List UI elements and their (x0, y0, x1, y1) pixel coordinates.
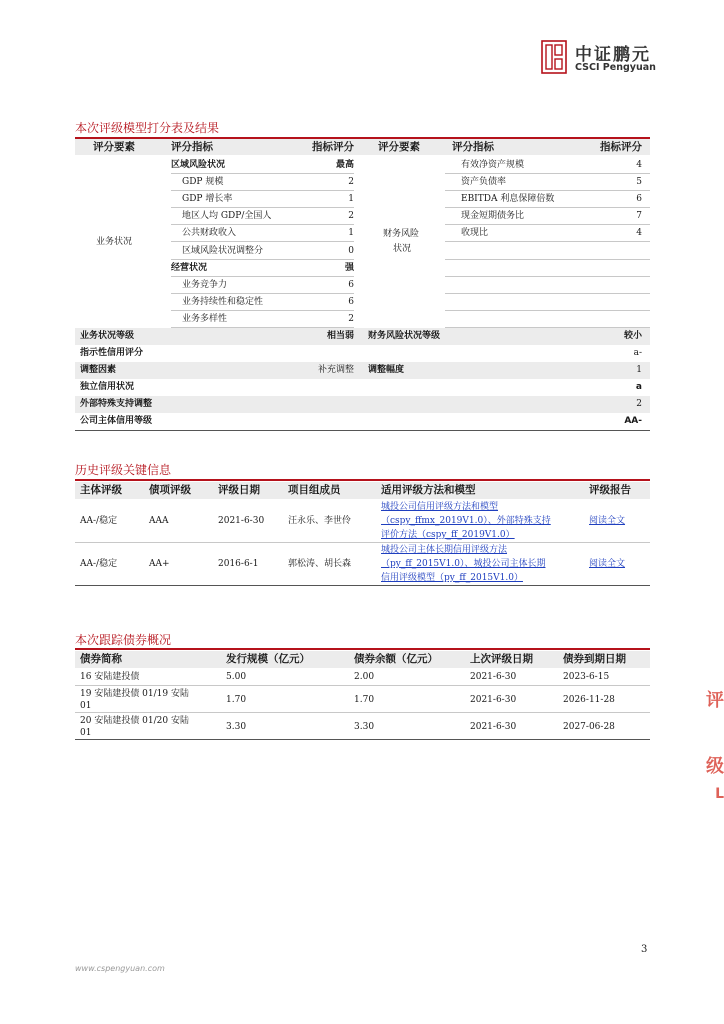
table1-left-score: 强 (344, 262, 354, 273)
table3-top-rule (75, 648, 650, 650)
table1-left-indicator: 经营状况 (171, 262, 208, 273)
history-method-link[interactable]: 城投公司信用评级方法和模型 (381, 502, 499, 512)
row-divider (445, 173, 650, 174)
seal-fragment: 级 (706, 756, 724, 777)
row-divider (171, 190, 354, 191)
table2-header-cell: 主体评级 (80, 484, 122, 496)
row-divider (75, 585, 650, 586)
row-divider (445, 327, 650, 328)
table1-band (75, 328, 650, 345)
table1-left-indicator: 区域风险状况调整分 (182, 245, 264, 256)
summary-label: 业务状况等级 (80, 331, 135, 341)
bond-balance: 3.30 (354, 722, 375, 732)
table1-right-score: 7 (636, 211, 642, 222)
row-divider (75, 739, 650, 740)
history-bond-rating: AA+ (149, 559, 170, 569)
table1-right-indicator: 有效净资产规模 (461, 160, 525, 170)
table2-header-cell: 适用评级方法和模型 (381, 484, 476, 496)
table2-header-cell: 评级报告 (589, 484, 631, 496)
summary-label: 公司主体信用等级 (80, 416, 153, 426)
history-team: 汪永乐、李世伶 (288, 516, 352, 526)
table1-left-score: 1 (348, 194, 354, 205)
table1-bottom-rule (75, 430, 650, 431)
summary-label: 调整幅度 (368, 365, 405, 375)
bond-short-name: 20 安陆建投债 01/20 安陆 (80, 716, 189, 726)
logo-english-name: CSCI Pengyuan (575, 62, 656, 73)
bond-issue-size: 5.00 (226, 672, 247, 682)
table1-right-score: 6 (636, 194, 642, 205)
table3-header-cell: 发行规模（亿元） (226, 653, 310, 665)
table1-band (75, 396, 650, 413)
row-divider (445, 190, 650, 191)
bond-balance: 1.70 (354, 695, 375, 705)
bond-maturity-date: 2023-6-15 (563, 672, 610, 682)
footer-url: www.cspengyuan.com (75, 964, 165, 973)
table3-header-cell: 债券余额（亿元） (354, 653, 438, 665)
row-divider (445, 241, 650, 242)
history-rating-date: 2016-6-1 (218, 559, 259, 569)
summary-value: 2 (636, 399, 642, 409)
bond-short-name: 16 安陆建投债 (80, 672, 140, 682)
row-divider (445, 293, 650, 294)
table1-right-group-label: 财务风险 (383, 229, 420, 239)
history-issuer-rating: AA-/稳定 (80, 559, 118, 569)
table1-right-score: 4 (636, 160, 642, 170)
table1-left-score: 0 (348, 245, 354, 256)
summary-label: 调整因素 (80, 365, 117, 375)
bond-maturity-date: 2026-11-28 (563, 695, 615, 705)
table3-header-cell: 债券简称 (80, 653, 122, 665)
table1-left-group-label: 业务状况 (96, 237, 133, 247)
table1-header-cell: 评分指标 (452, 141, 494, 153)
bond-balance: 2.00 (354, 672, 375, 682)
table1-header-cell: 指标评分 (600, 141, 642, 153)
history-rating-date: 2021-6-30 (218, 516, 265, 526)
company-logo (541, 40, 656, 76)
bond-short-name: 01 (80, 701, 92, 711)
row-divider (445, 224, 650, 225)
row-divider (171, 224, 354, 225)
table1-left-score: 2 (348, 177, 354, 188)
row-divider (445, 207, 650, 208)
history-method-link[interactable]: （py_ff_2015V1.0）、城投公司主体长期 (381, 559, 546, 569)
table1-left-indicator: 公共财政收入 (182, 228, 237, 239)
table1-left-indicator: 业务多样性 (182, 313, 228, 324)
table2-header-cell: 项目组成员 (288, 484, 341, 496)
page-number: 3 (641, 944, 648, 955)
table1-band (75, 362, 650, 379)
table1-right-score: 5 (636, 177, 642, 188)
history-method-link[interactable]: 评价方法（cspy_ff_2019V1.0） (381, 530, 515, 540)
read-full-report-link[interactable]: 阅读全文 (589, 516, 626, 526)
summary-value: 相当弱 (326, 331, 354, 341)
table1-left-indicator: GDP 增长率 (182, 194, 233, 205)
table2-top-rule (75, 479, 650, 481)
rating-history-title: 历史评级关键信息 (75, 463, 172, 477)
row-divider (171, 241, 354, 242)
row-divider (445, 259, 650, 260)
table1-right-indicator: 资产负债率 (461, 177, 507, 188)
history-issuer-rating: AA-/稳定 (80, 516, 118, 526)
row-divider (171, 293, 354, 294)
table1-left-score: 2 (348, 313, 354, 324)
summary-label: 指示性信用评分 (80, 348, 144, 358)
row-divider (171, 207, 354, 208)
table1-right-indicator: EBITDA 利息保障倍数 (461, 194, 555, 205)
row-divider (75, 712, 650, 713)
table3-header-cell: 上次评级日期 (470, 653, 533, 665)
bond-short-name: 19 安陆建投债 01/19 安陆 (80, 689, 189, 699)
bond-last-rating-date: 2021-6-30 (470, 722, 517, 732)
table1-header-band (75, 139, 650, 155)
history-method-link[interactable]: 城投公司主体长期信用评级方法 (381, 545, 508, 555)
read-full-report-link[interactable]: 阅读全文 (589, 559, 626, 569)
summary-value: 补充调整 (317, 365, 354, 375)
row-divider (171, 173, 354, 174)
row-divider (75, 542, 650, 543)
logo-chinese-name: 中证鹏元 (575, 45, 651, 65)
summary-label: 独立信用状况 (80, 382, 135, 392)
summary-label: 财务风险状况等级 (368, 331, 441, 341)
history-team: 郭松涛、胡长森 (288, 559, 352, 569)
table1-header-cell: 评分要素 (93, 141, 135, 153)
table1-left-indicator: 地区人均 GDP/全国人 (182, 211, 272, 222)
table2-header-cell: 评级日期 (218, 484, 260, 496)
table1-left-indicator: 业务竞争力 (182, 279, 228, 290)
summary-value: a (635, 382, 642, 392)
table1-left-score: 1 (348, 228, 354, 239)
bond-issue-size: 3.30 (226, 722, 247, 732)
row-divider (171, 310, 354, 311)
table1-header-cell: 评分指标 (171, 141, 213, 153)
row-divider (171, 276, 354, 277)
table1-right-indicator: 收现比 (461, 228, 489, 239)
seal-fragment: L (715, 786, 724, 802)
table3-header-cell: 债券到期日期 (563, 653, 626, 665)
tracked-bonds-title: 本次跟踪债券概况 (75, 633, 172, 647)
bond-short-name: 01 (80, 728, 92, 738)
seal-fragment: 评 (706, 690, 724, 711)
table1-left-indicator: GDP 规模 (182, 177, 224, 188)
summary-value: 较小 (623, 331, 642, 341)
history-method-link[interactable]: 信用评级模型（py_ff_2015V1.0） (381, 573, 523, 583)
row-divider (75, 685, 650, 686)
table1-left-score: 最高 (335, 160, 354, 170)
summary-value: a- (633, 348, 642, 358)
table1-right-group-label: 状况 (393, 244, 412, 254)
table1-left-indicator: 业务持续性和稳定性 (182, 296, 264, 307)
table1-header-cell: 指标评分 (312, 141, 354, 153)
summary-label: 外部特殊支持调整 (80, 399, 153, 409)
bond-maturity-date: 2027-06-28 (563, 722, 615, 732)
table1-left-indicator: 区域风险状况 (171, 160, 226, 170)
table2-header-cell: 债项评级 (149, 484, 191, 496)
bond-issue-size: 1.70 (226, 695, 247, 705)
bond-last-rating-date: 2021-6-30 (470, 672, 517, 682)
summary-value: AA- (624, 416, 642, 426)
row-divider (445, 276, 650, 277)
table1-left-score: 6 (348, 296, 354, 307)
logo-mark-icon (541, 40, 567, 74)
row-divider (445, 310, 650, 311)
table1-right-score: 4 (636, 228, 642, 239)
table1-left-score: 6 (348, 279, 354, 290)
row-divider (171, 259, 354, 260)
history-bond-rating: AAA (149, 516, 169, 526)
history-method-link[interactable]: （cspy_ffmx_2019V1.0）、外部特殊支持 (381, 516, 551, 526)
model-score-table-title: 本次评级模型打分表及结果 (75, 121, 220, 135)
row-divider (171, 327, 354, 328)
table1-header-cell: 评分要素 (378, 141, 420, 153)
bond-last-rating-date: 2021-6-30 (470, 695, 517, 705)
summary-value: 1 (636, 365, 642, 375)
table1-right-indicator: 现金短期债务比 (461, 211, 525, 222)
table1-left-score: 2 (348, 211, 354, 222)
